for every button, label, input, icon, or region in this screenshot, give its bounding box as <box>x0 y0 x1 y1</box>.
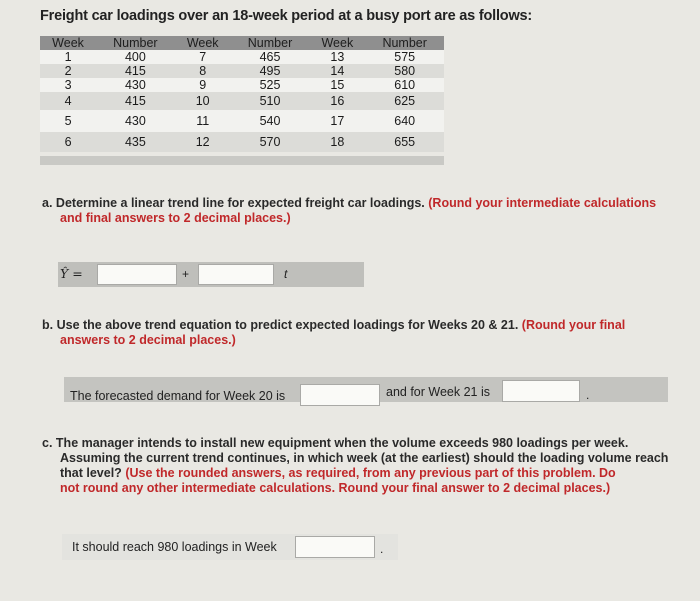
forecast-week20-input[interactable] <box>300 384 380 406</box>
question-c-line1: The manager intends to install new equipment when the volume exceeds 980 loadings per week. <box>55 436 629 450</box>
table-cell: 625 <box>365 92 444 110</box>
table-cell: 15 <box>309 78 365 92</box>
table-cell: 610 <box>365 78 444 92</box>
table-cell: 1 <box>40 50 96 64</box>
table-cell: 11 <box>175 110 231 132</box>
table-cell: 640 <box>365 110 444 132</box>
table-cell: 435 <box>96 132 175 152</box>
question-b <box>42 318 672 348</box>
table-cell: 510 <box>231 92 310 110</box>
table-footer-band <box>40 156 444 165</box>
table-cell: 655 <box>365 132 444 152</box>
question-a-note-1: (Round your intermediate calculations <box>428 196 657 210</box>
reach-label: It should reach 980 loadings in Week <box>72 540 277 554</box>
table-row <box>40 92 444 110</box>
table-row <box>40 64 444 78</box>
table-cell: 465 <box>231 50 310 64</box>
table-cell: 4 <box>40 92 96 110</box>
table-header-row <box>40 36 444 50</box>
table-cell: 540 <box>231 110 310 132</box>
forecast-week21-input[interactable] <box>502 380 580 402</box>
intercept-input[interactable] <box>97 264 177 285</box>
time-variable: t <box>284 267 288 281</box>
forecast-trailing-period: . <box>586 388 590 402</box>
table-row <box>40 132 444 152</box>
yhat-symbol: Ŷ = <box>60 266 83 281</box>
table-cell: 3 <box>40 78 96 92</box>
forecast-week20-label: The forecasted demand for Week 20 is <box>70 389 286 403</box>
question-c-line2: Assuming the current trend continues, in which week (at the earliest) should the loading volume reach <box>60 451 669 465</box>
table-cell: 12 <box>175 132 231 152</box>
table-cell: 525 <box>231 78 310 92</box>
table-cell: 6 <box>40 132 96 152</box>
table-cell: 14 <box>309 64 365 78</box>
table-cell: 400 <box>96 50 175 64</box>
table-cell: 7 <box>175 50 231 64</box>
table-cell: 415 <box>96 92 175 110</box>
header-number-3: Number <box>365 36 444 50</box>
header-week-3: Week <box>309 36 365 50</box>
table-cell: 16 <box>309 92 365 110</box>
table-cell: 9 <box>175 78 231 92</box>
header-week-1: Week <box>40 36 96 50</box>
question-c-line4a: not round any other intermediate calculations. <box>60 481 336 495</box>
table-row <box>40 78 444 92</box>
question-a-note-2: and final answers to 2 decimal places.) <box>60 211 291 225</box>
table-cell: 17 <box>309 110 365 132</box>
table-cell: 495 <box>231 64 310 78</box>
question-b-note-2: answers to 2 decimal places.) <box>60 333 236 347</box>
question-b-label: b. <box>42 318 54 332</box>
reach-trailing-period: . <box>380 542 384 556</box>
table-cell: 13 <box>309 50 365 64</box>
table-cell: 570 <box>231 132 310 152</box>
question-a-label: a. <box>42 196 53 210</box>
header-week-2: Week <box>175 36 231 50</box>
plus-sign: + <box>182 267 190 281</box>
reach-week-input[interactable] <box>295 536 375 558</box>
table-cell: 2 <box>40 64 96 78</box>
question-c-line3a: that level? <box>60 466 122 480</box>
question-a-text: Determine a linear trend line for expected freight car loadings. <box>55 196 425 210</box>
header-number-2: Number <box>231 36 310 50</box>
question-b-note-1: (Round your final <box>521 318 626 332</box>
table-row <box>40 110 444 132</box>
loadings-table <box>40 36 444 152</box>
question-a <box>42 196 662 226</box>
problem-title: Freight car loadings over an 18-week period at a busy port are as follows: <box>40 8 533 24</box>
table-cell: 415 <box>96 64 175 78</box>
table-cell: 8 <box>175 64 231 78</box>
header-number-1: Number <box>96 36 175 50</box>
question-c-label: c. <box>42 436 53 450</box>
table-row <box>40 50 444 64</box>
table-cell: 575 <box>365 50 444 64</box>
question-c <box>42 436 674 496</box>
table-cell: 430 <box>96 78 175 92</box>
table-cell: 10 <box>175 92 231 110</box>
question-c-line3b: (Use the rounded answers, as required, from any previous part of this problem. Do <box>125 466 616 480</box>
table-cell: 5 <box>40 110 96 132</box>
table-cell: 580 <box>365 64 444 78</box>
question-b-text: Use the above trend equation to predict expected loadings for Weeks 20 & 21. <box>56 318 519 332</box>
slope-input[interactable] <box>198 264 274 285</box>
table-cell: 18 <box>309 132 365 152</box>
table-cell: 430 <box>96 110 175 132</box>
forecast-week21-label: and for Week 21 is <box>386 385 490 399</box>
question-c-line4b: Round your final answer to 2 decimal places.) <box>338 481 611 495</box>
